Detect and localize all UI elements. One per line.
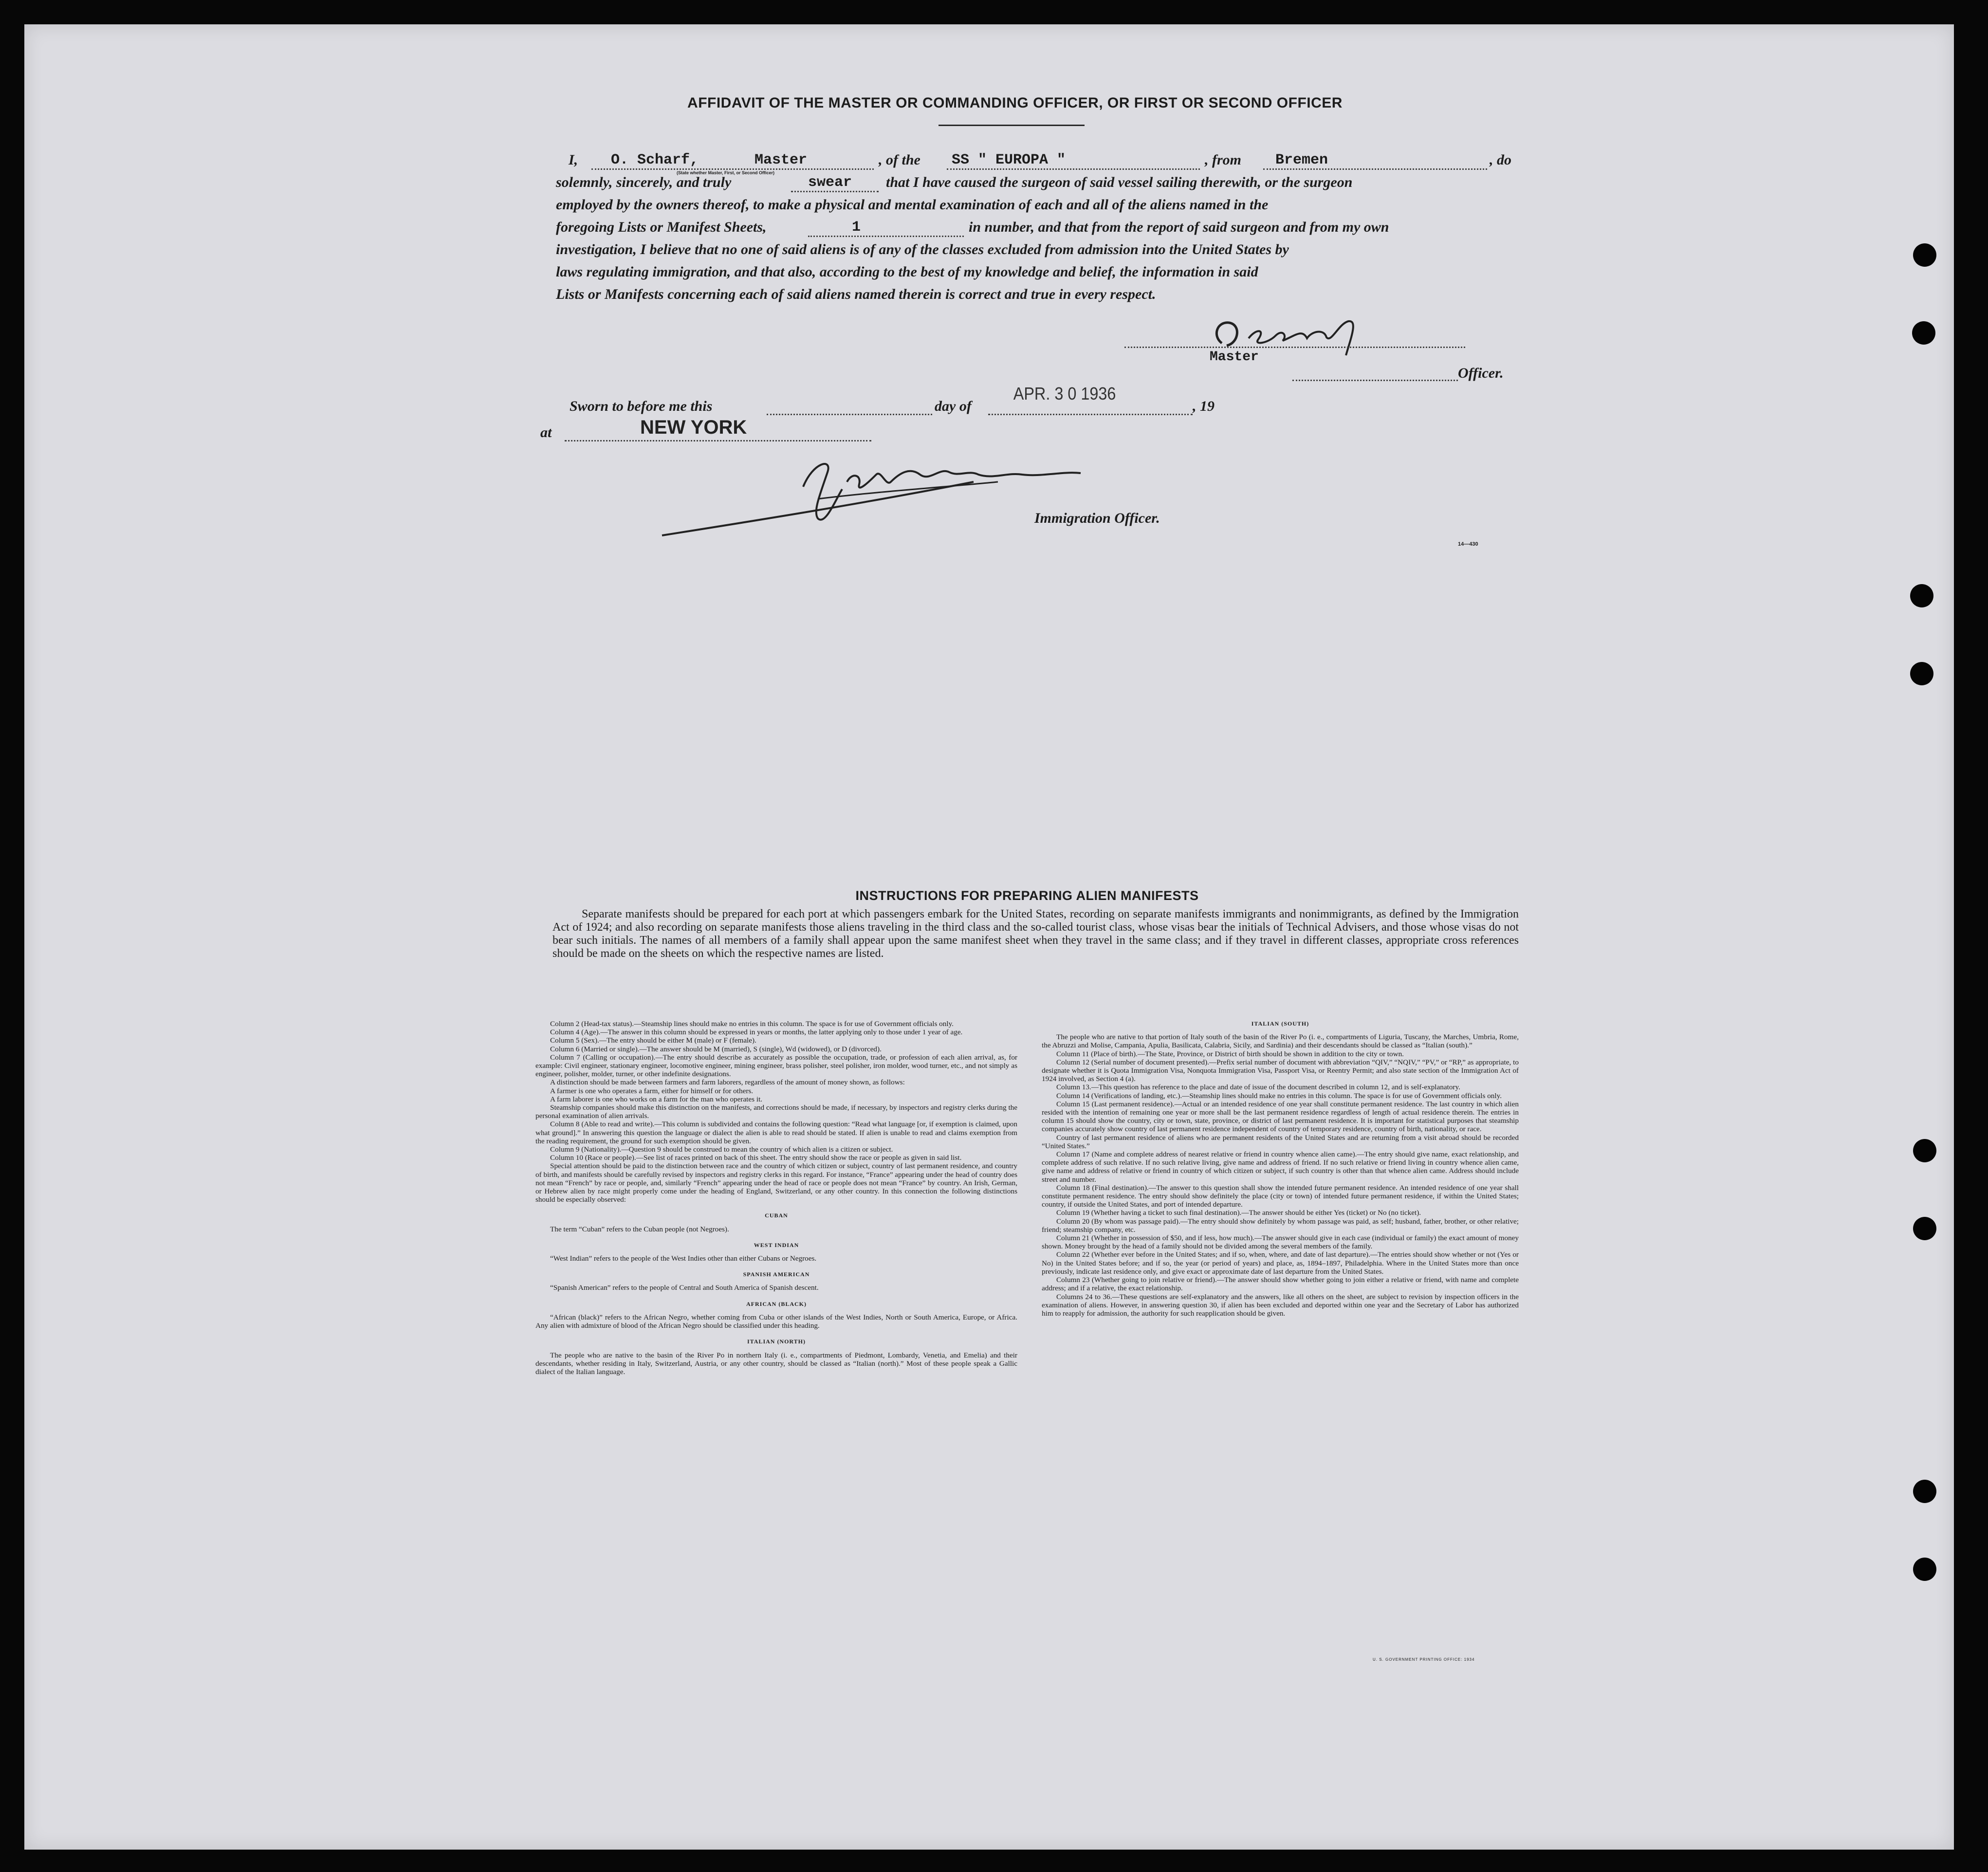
- port-name: Bremen: [1275, 152, 1328, 168]
- right-para: The people who are native to that portion of Italy south of the basin of the River Po (i. e., compartments of Liguria, Tuscany, the Marches, Umbria, Rome, the Abruzzi and Molise, Campania, Apulia, Basilicata, Calabria, Sicily, and Sardinia) and their descendants should be classed as “Italian (south).”: [1042, 1033, 1519, 1050]
- left-para: Column 9 (Nationality).—Question 9 should be construed to mean the country of which alien is a citizen or subject.: [550, 1145, 893, 1154]
- sworn-month-line: [988, 414, 1193, 415]
- city-line: [565, 440, 871, 441]
- section-west-indian: WEST INDIAN: [754, 1241, 799, 1248]
- right-para: Column 18 (Final destination).—The answer to this question shall show the intended future permanent residence. An intended residence of one year shall constitute permanent residence. The entry should show definitely the place (city or town) of intended future permanent residence, if within the United States; country, if outside the United States, and port of intended departure.: [1042, 1183, 1519, 1209]
- right-para: Column 13.—This question has reference to the place and date of issue of the document described in column 12, and is self-explanatory.: [1056, 1083, 1460, 1092]
- right-para: Country of last permanent residence of aliens who are permanent residents of the United States and are returning from a visit abroad should be recorded “United States.”: [1042, 1133, 1519, 1150]
- spanish-para: “Spanish American” refers to the people of Central and South America of Spanish descent.: [550, 1284, 819, 1292]
- left-para: A farmer is one who operates a farm, either for himself or for others.: [550, 1086, 754, 1095]
- at-label: at: [540, 424, 552, 440]
- left-para: Column 4 (Age).—The answer in this column should be expressed in years or months, the latter applying only to those under 1 year of age.: [550, 1028, 963, 1037]
- rank-note: (State whether Master, First, or Second Officer): [677, 170, 775, 175]
- affidavit-line2a: solemnly, sincerely, and truly: [556, 174, 732, 190]
- affidavit-i: I,: [569, 152, 578, 168]
- manifest-page: [24, 24, 1954, 1850]
- sig-rank: Master: [1210, 349, 1259, 365]
- sheets-count: 1: [852, 219, 861, 236]
- immigration-officer-label: Immigration Officer.: [1034, 510, 1160, 526]
- immigration-signature: [657, 453, 1168, 540]
- year-prefix: , 19: [1193, 398, 1215, 414]
- punch-hole: [1913, 1558, 1936, 1581]
- punch-hole: [1913, 1139, 1936, 1162]
- printer-imprint: U. S. GOVERNMENT PRINTING OFFICE: 1934: [1373, 1657, 1475, 1662]
- punch-hole: [1912, 321, 1935, 345]
- right-para: Column 17 (Name and complete address of nearest relative or friend in country whence alien came).—The entry should give name, exact relationship, and complete address of such relative. If no such relative living, give name and address of friend. If no such relative or friend living in country whence alien came, give name and address of relative or friend in country of which citizen or subject, if such country is other than that whence alien came. Address should include street and number.: [1042, 1150, 1519, 1184]
- section-spanish-american: SPANISH AMERICAN: [743, 1271, 810, 1278]
- left-para: Column 10 (Race or people).—See list of races printed on back of this sheet. The entry should show the race or people as given in said list.: [550, 1154, 962, 1162]
- section-cuban: CUBAN: [765, 1212, 788, 1219]
- from-label: , from: [1205, 152, 1241, 168]
- affidavit-line3: employed by the owners thereof, to make a physical and mental examination of each and all of the aliens named in the: [556, 197, 1269, 213]
- do-label: , do: [1490, 152, 1511, 168]
- left-para: Special attention should be paid to the distinction between race and the country of which citizen or subject, country of last permanent residence, and country of birth, and manifests should be carefully revised by inspectors and registry clerks in this regard. For instance, “France” appearing under the head of country does not mean “French” by race or people, and, similarly “French” appearing under the head of race or people does not mean “France” by country. An Irish, German, or Hebrew alien by race might properly come under the heading of England, Switzerland, or any other country. In this connection the following distinctions should be especially observed:: [535, 1162, 1017, 1204]
- affidavit-title: AFFIDAVIT OF THE MASTER OR COMMANDING OFFICER, OR FIRST OR SECOND OFFICER: [687, 95, 1343, 111]
- left-para: A distinction should be made between farmers and farm laborers, regardless of the amount of money shown, as follows:: [550, 1078, 905, 1087]
- left-para: Column 7 (Calling or occupation).—The entry should describe as accurately as possible the occupation, trade, or profession of each alien arrival, as, for example: Civil engineer, stationary engineer, locomotive engineer, mining engineer, brass polisher, steel polisher, iron molder, wood turner, etc., and not simply as engineer, polisher, molder, turner, or other indefinite designations.: [535, 1053, 1017, 1079]
- right-para: Column 14 (Verifications of landing, etc.).—Steamship lines should make no entries in this column. The space is for use of Government officials only.: [1056, 1091, 1502, 1100]
- affidavit-line4b: in number, and that from the report of said surgeon and from my own: [969, 219, 1389, 235]
- signature-line: [1124, 347, 1465, 348]
- left-para: Column 8 (Able to read and write).—This column is subdivided and contains the following question: “Read what language [or, if exemption is claimed, upon what ground].” In answering this question the language or dialect the alien is able to read should be stated. If alien is unable to read and claims exemption from the reading requirement, the ground for such exemption should be given.: [535, 1120, 1017, 1145]
- oath-line: [791, 191, 879, 192]
- city-stamp: NEW YORK: [640, 417, 747, 438]
- right-para: Column 15 (Last permanent residence).—Actual or an intended residence of one year shall constitute permanent residence. The last country in which alien resided with the intention of remaining one year or more shall be the last permanent residence regardless of length of actual residence therein. The entries in column 15 should show the country, city or town, state, province, or district of last permanent residence. It is important for statistical purposes that steamship companies accurately show country of last permanent residence independent of country of temporary residence, country of birth, nationality, or race.: [1042, 1100, 1519, 1134]
- left-para: Column 5 (Sex).—The entry should be either M (male) or F (female).: [550, 1036, 756, 1045]
- affidavit-line2b: that I have caused the surgeon of said vessel sailing therewith, or the surgeon: [886, 174, 1353, 190]
- instructions-right-column: [1042, 1020, 1519, 1318]
- right-para: Columns 24 to 36.—These questions are self-explanatory and the answers, like all others on the sheet, are subject to revision by inspection officers in the examination of aliens. However, in answering question 30, if alien has been excluded and deported within one year and the Secretary of Labor has authorized him to reapply for admission, the authority for such reapplication should be given.: [1042, 1292, 1519, 1318]
- punch-hole: [1910, 662, 1933, 685]
- left-para: A farm laborer is one who works on a farm for the man who operates it.: [550, 1095, 763, 1103]
- officer-label: Officer.: [1458, 365, 1504, 381]
- vessel-line: [947, 168, 1200, 170]
- instructions-intro: Separate manifests should be prepared for each port at which passengers embark for the United States, recording on separate manifests immigrants and nonimmigrants, as defined by the Immigration Act of 1924; and also recording on separate manifests those aliens traveling in the third class and the so-called tourist class, whose visas bear the initials of Technical Advisers, and those whose visas do not bear such initials. The names of all members of a family shall appear upon the same manifest sheet when they travel in the same class; and if they travel in different classes, appropriate cross references should be made on the sheets on which the respective names are listed.: [552, 908, 1519, 960]
- form-number: 14—430: [1458, 541, 1478, 547]
- left-para: Column 6 (Married or single).—The answer should be M (married), S (single), Wd (widowed), or D (divorced).: [550, 1045, 882, 1053]
- affidavit-line7: Lists or Manifests concerning each of said aliens named therein is correct and true in every respect.: [556, 286, 1156, 302]
- section-african: AFRICAN (BLACK): [746, 1300, 807, 1307]
- affidavit-line6: laws regulating immigration, and that also, according to the best of my knowledge and belief, the information in said: [556, 264, 1258, 280]
- day-of-label: day of: [935, 398, 972, 414]
- stamp-date: APR. 3 0 1936: [1013, 384, 1116, 404]
- sworn-label: Sworn to before me this: [570, 398, 713, 414]
- instructions-left-column: [535, 1020, 1017, 1376]
- officer-line: [1292, 380, 1458, 381]
- left-para: Column 2 (Head-tax status).—Steamship lines should make no entries in this column. The space is for use of Government officials only.: [550, 1020, 954, 1028]
- punch-hole: [1913, 1480, 1936, 1503]
- african-para: “African (black)” refers to the African Negro, whether coming from Cuba or other islands of the West Indies, North or South America, Europe, or Africa. Any alien with admixture of blood of the African Negro should be classified under this heading.: [535, 1313, 1017, 1330]
- vessel-name: SS " EUROPA ": [952, 152, 1066, 168]
- section-italian-north: ITALIAN (NORTH): [747, 1338, 806, 1345]
- punch-hole: [1913, 1217, 1936, 1240]
- officer-rank: Master: [755, 152, 808, 168]
- of-the-label: , of the: [879, 152, 920, 168]
- sworn-day-line: [767, 414, 932, 415]
- right-para: Column 21 (Whether in possession of $50, and if less, how much).—The answer should give in each case (individual or family) the exact amount of money shown. Money brought by the head of a family should not be divided among the several members of the family.: [1042, 1234, 1519, 1251]
- right-para: Column 20 (By whom was passage paid).—The entry should show definitely by whom passage was paid, as self; husband, father, brother, or other relative; friend; steamship company, etc.: [1042, 1217, 1519, 1234]
- right-para: Column 11 (Place of birth).—The State, Province, or District of birth should be shown in addition to the city or town.: [1056, 1049, 1404, 1058]
- section-italian-south: ITALIAN (SOUTH): [1251, 1020, 1309, 1027]
- cuban-para: The term “Cuban” refers to the Cuban people (not Negroes).: [550, 1225, 729, 1233]
- name-line: [591, 168, 874, 170]
- italian-north-para: The people who are native to the basin of the River Po in northern Italy (i. e., compartments of Piedmont, Lombardy, Venetia, and Emelia) and their descendants, whether residing in Italy, Switzerland, Austria, or any other country, should be classed as “Italian (north).” Most of these people speak a Gallic dialect of the Italian language.: [535, 1351, 1017, 1376]
- master-name: O. Scharf,: [611, 152, 699, 168]
- sheets-line: [808, 236, 964, 237]
- right-para: Column 19 (Whether having a ticket to such final destination).—The answer should be either Yes (ticket) or No (no ticket).: [1056, 1209, 1421, 1217]
- west-indian-para: “West Indian” refers to the people of the West Indies other than either Cubans or Negroes.: [550, 1254, 817, 1263]
- right-para: Column 12 (Serial number of document presented).—Prefix serial number of document with abbreviation “QIV,” “NQIV,” “PV,” or “RP,” as appropriate, to designate whether it is Quota Immigration Visa, Nonquota Immigration Visa, Passport Visa, or Reentry Permit; and also state section of the Immigration Act of 1924 involved, as Section 4 (a).: [1042, 1058, 1519, 1083]
- oath-word: swear: [808, 174, 852, 191]
- instructions-title: INSTRUCTIONS FOR PREPARING ALIEN MANIFESTS: [855, 888, 1199, 903]
- affidavit-line5: investigation, I believe that no one of said aliens is of any of the classes excluded from admission into the United States by: [556, 241, 1289, 257]
- right-para: Column 23 (Whether going to join relative or friend).—The answer should show whether going to join either a relative or friend, with name and complete address; and if a relative, the exact relationship.: [1042, 1276, 1519, 1293]
- right-para: Column 22 (Whether ever before in the United States; and if so, when, where, and date of last departure).—The entries should show whether or not (Yes or No) in the United States before; and if so, the year (or period of years) and place, as, 1894–1897, Philadelphia. Where in the United States more than once previously, indicate last residence only, and give exact or approximate date of last departure from the United States.: [1042, 1250, 1519, 1276]
- port-line: [1263, 168, 1487, 170]
- punch-hole: [1913, 243, 1936, 267]
- affidavit-line4a: foregoing Lists or Manifest Sheets,: [556, 219, 767, 235]
- punch-hole: [1910, 584, 1933, 607]
- left-para: Steamship companies should make this distinction on the manifests, and corrections should be made, if necessary, by inspectors and registry clerks during the personal examination of alien arrivals.: [535, 1103, 1017, 1120]
- title-underline: [939, 125, 1085, 126]
